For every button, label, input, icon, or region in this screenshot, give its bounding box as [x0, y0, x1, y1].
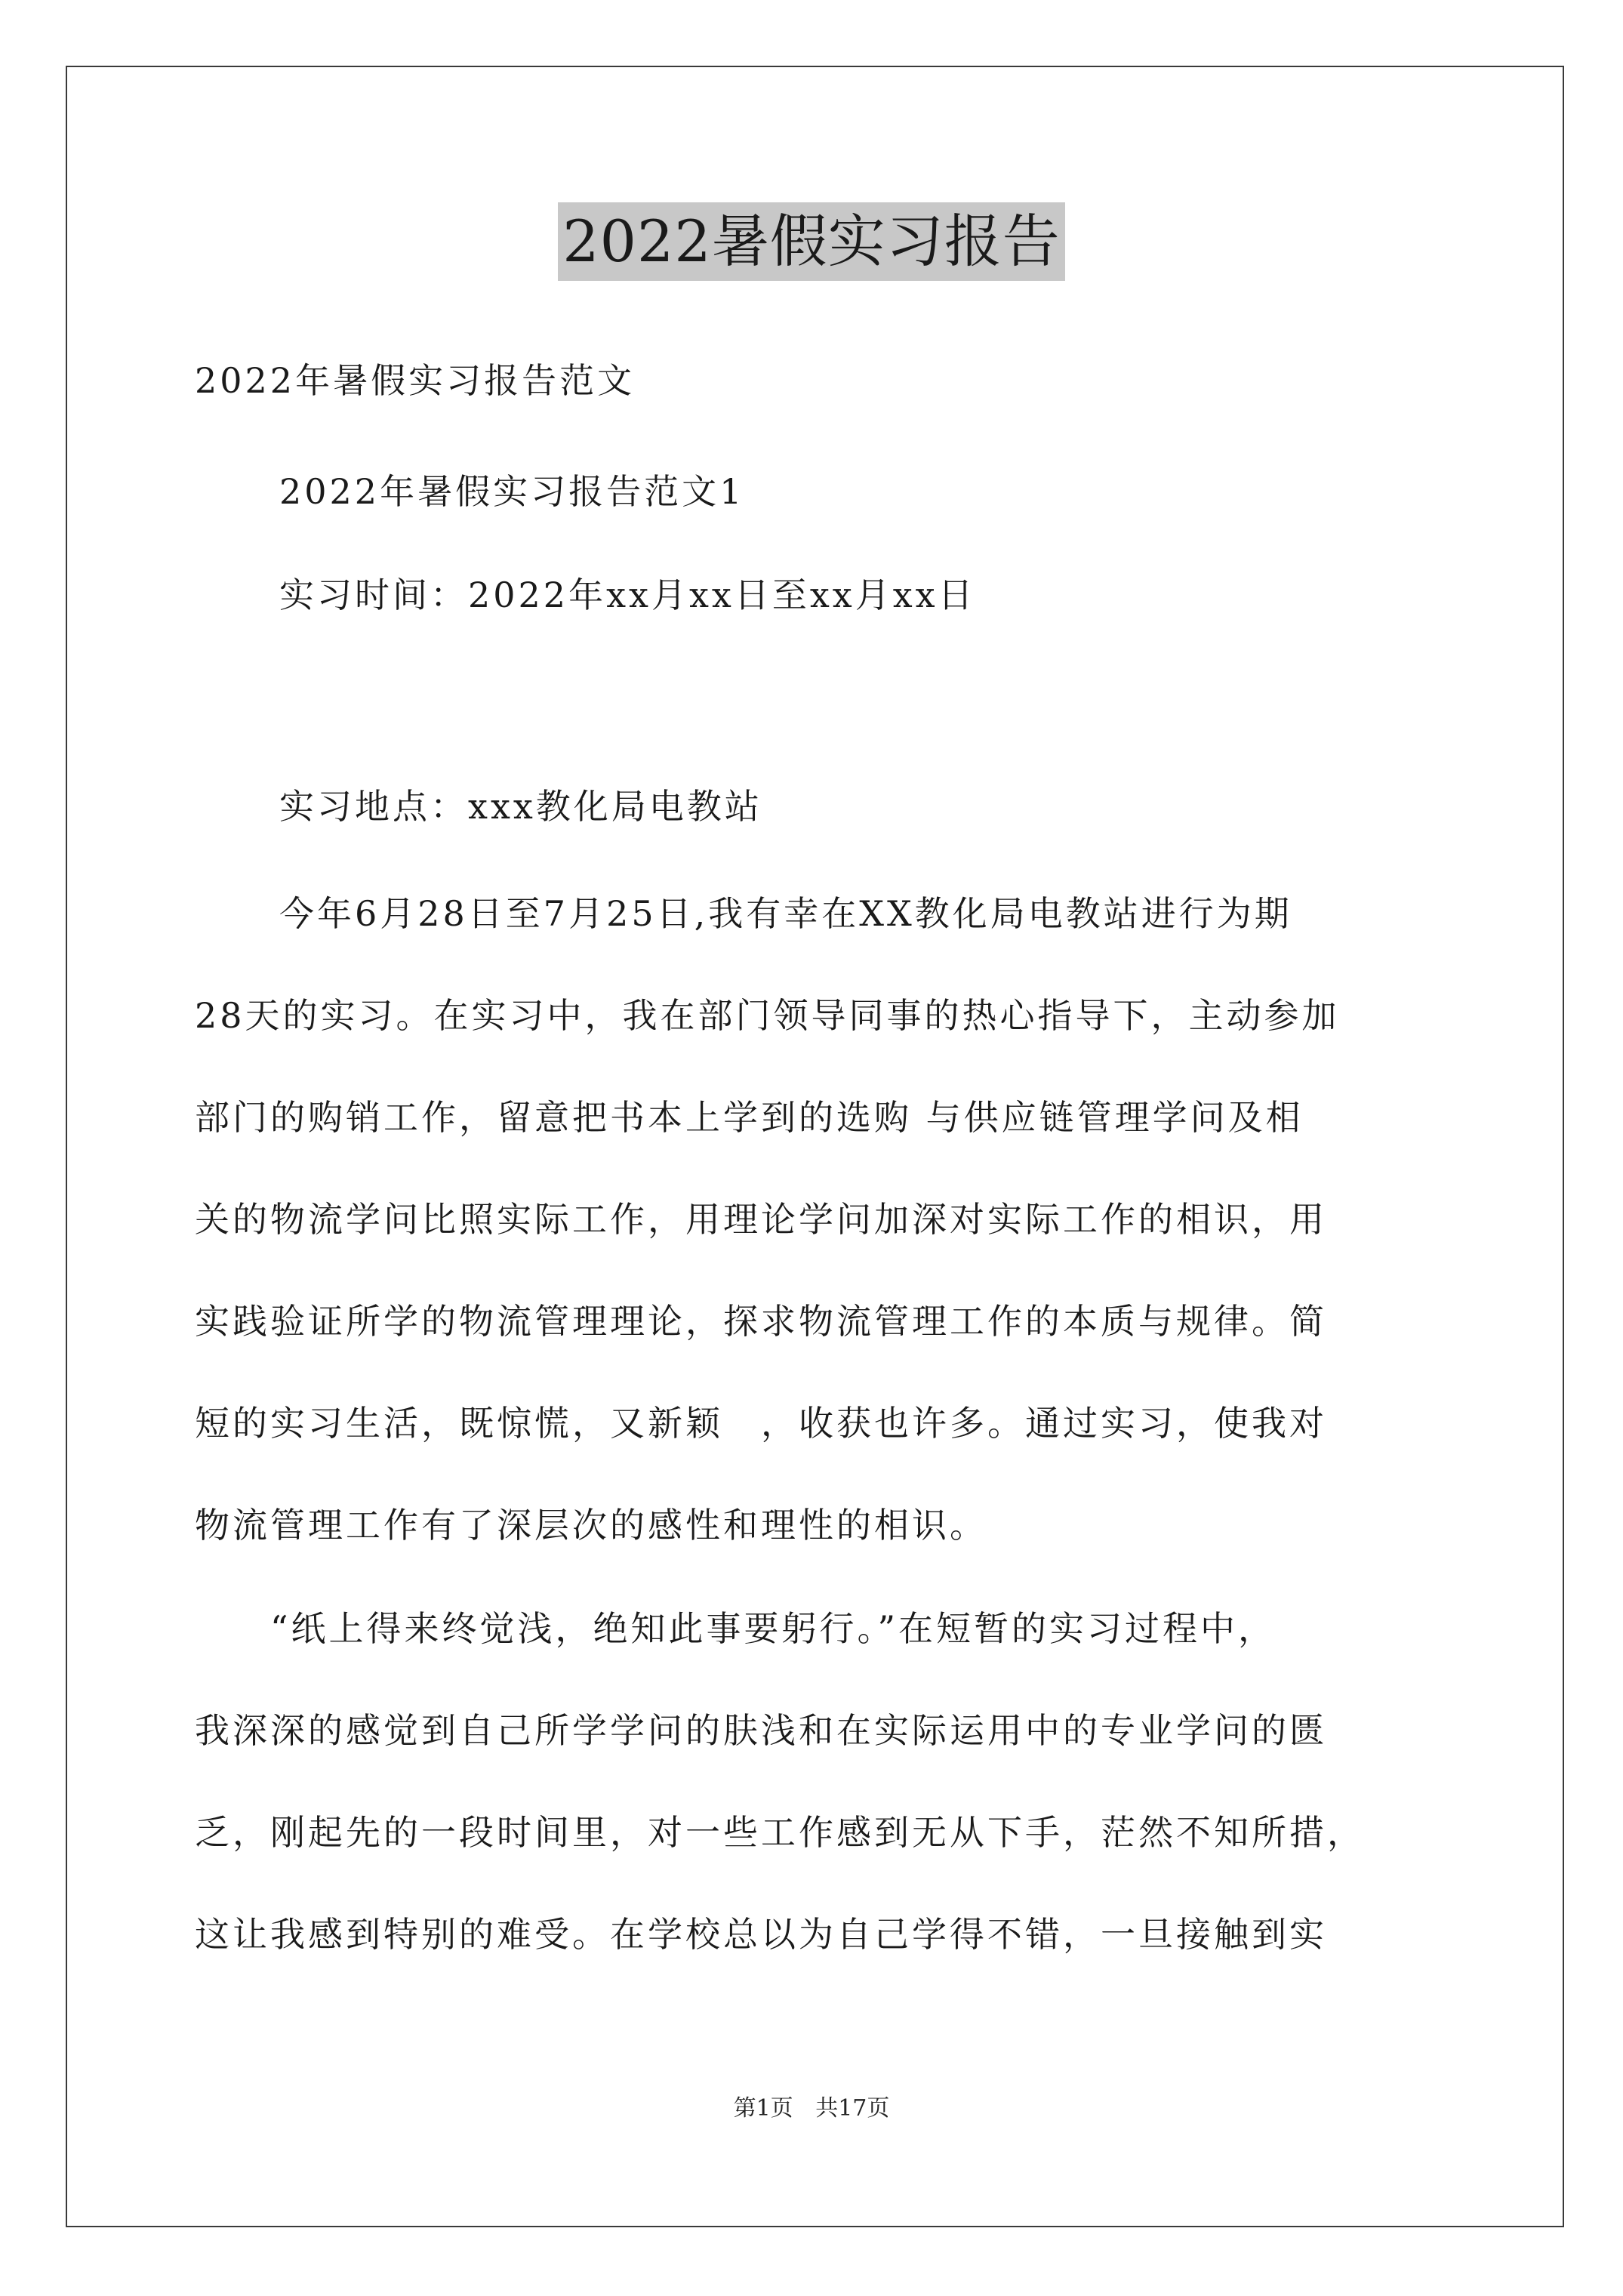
paragraph-line: 实践验证所学的物流管理理论，探求物流管理工作的本质与规律。简	[195, 1301, 1327, 1342]
paragraph-line: 乏，刚起先的一段时间里，对一些工作感到无从下手，茫然不知所措，	[195, 1812, 1365, 1853]
paragraph-line: 28天的实习。在实习中，我在部门领导同事的热心指导下，主动参加	[195, 995, 1340, 1036]
page-number: 第1页	[733, 2095, 793, 2122]
paragraph-line: 短的实习生活，既惊慌，又新颖 ，收获也许多。通过实习，使我对	[195, 1403, 1327, 1444]
internship-time: 实习时间：2022年xx月xx日至xx月xx日	[279, 575, 976, 615]
paragraph-line: 我深深的感觉到自己所学学问的肤浅和在实际运用中的专业学问的匮	[195, 1710, 1327, 1751]
paragraph-line: 物流管理工作有了深层次的感性和理性的相识。	[195, 1505, 987, 1546]
paragraph-line: 关的物流学问比照实际工作，用理论学问加深对实际工作的相识，用	[195, 1199, 1327, 1240]
title-container	[0, 202, 1623, 281]
section-heading: 2022年暑假实习报告范文1	[279, 471, 745, 512]
document-subtitle: 2022年暑假实习报告范文	[195, 360, 636, 401]
paragraph-line: 这让我感到特别的难受。在学校总以为自己学得不错，一旦接触到实	[195, 1914, 1327, 1955]
total-pages: 共17页	[815, 2095, 890, 2122]
paragraph-line: “纸上得来终觉浅，绝知此事要躬行。”在短暂的实习过程中，	[270, 1608, 1277, 1649]
document-title: 2022暑假实习报告	[558, 202, 1064, 281]
paragraph-line: 部门的购销工作，留意把书本上学到的选购 与供应链管理学问及相	[195, 1097, 1304, 1138]
paragraph-line: 今年6月28日至7月25日,我有幸在XX教化局电教站进行为期	[279, 893, 1292, 934]
page-footer	[0, 2094, 1623, 2124]
internship-place: 实习地点：xxx教化局电教站	[279, 786, 762, 827]
